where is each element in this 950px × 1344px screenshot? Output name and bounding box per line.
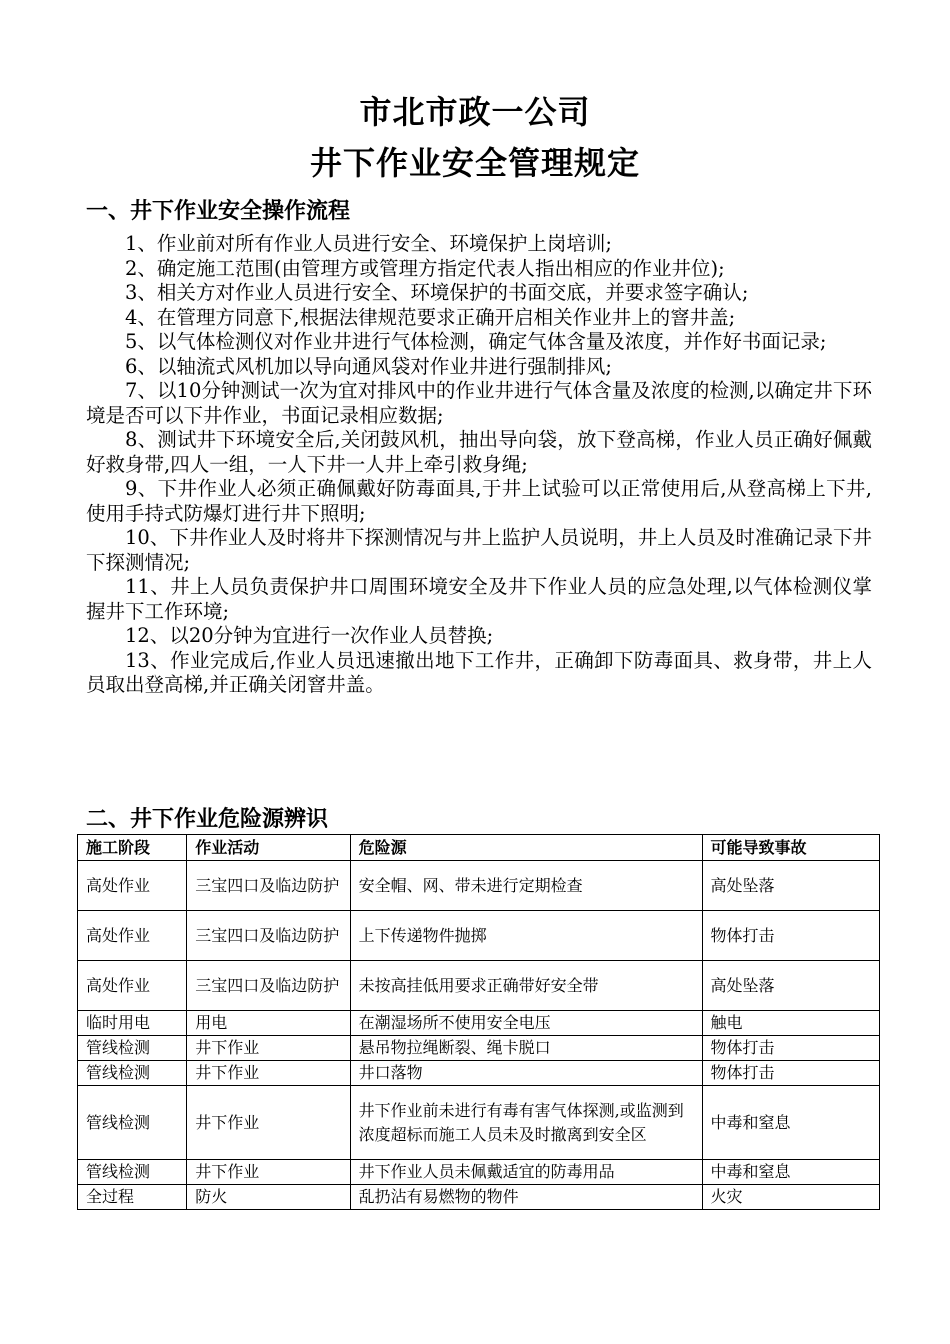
hazard-table — [77, 834, 880, 1210]
table-row — [78, 911, 880, 961]
table-cell: 在潮湿场所不使用安全电压 — [350, 1011, 702, 1036]
table-cell: 高处作业 — [78, 861, 187, 911]
table-cell: 火灾 — [702, 1185, 879, 1210]
table-cell: 井口落物 — [350, 1061, 702, 1086]
table-row — [78, 1036, 880, 1061]
column-header: 施工阶段 — [78, 835, 187, 861]
column-header: 作业活动 — [187, 835, 350, 861]
table-row — [78, 1160, 880, 1185]
document-title: 井下作业安全管理规定 — [309, 144, 640, 182]
procedure-steps — [86, 232, 872, 698]
table-row — [78, 1185, 880, 1210]
section-heading-procedure: 一、井下作业安全操作流程 — [86, 199, 351, 224]
procedure-step: 2、确定施工范围(由管理方或管理方指定代表人指出相应的作业井位); — [125, 256, 725, 280]
table-cell: 高处坠落 — [702, 961, 879, 1011]
table-cell: 未按高挂低用要求正确带好安全带 — [350, 961, 702, 1011]
table-cell: 管线检测 — [78, 1061, 187, 1086]
table-cell: 防火 — [187, 1185, 350, 1210]
procedure-step: 10、下井作业人及时将井下探测情况与井上监护人员说明，井上人员及时准确记录下井下探测情况; — [86, 526, 872, 574]
table-cell: 管线检测 — [78, 1160, 187, 1185]
table-cell: 管线检测 — [78, 1036, 187, 1061]
company-title: 市北市政一公司 — [359, 93, 591, 131]
procedure-step: 11、井上人员负责保护井口周围环境安全及井下作业人员的应急处理,以气体检测仪掌握井下工作环境; — [86, 575, 872, 623]
procedure-step: 12、以20分钟为宜进行一次作业人员替换; — [125, 624, 494, 647]
table-cell: 安全帽、网、带未进行定期检查 — [350, 861, 702, 911]
table-cell: 井下作业 — [187, 1160, 350, 1185]
table-cell: 高处作业 — [78, 961, 187, 1011]
table-cell: 悬吊物拉绳断裂、绳卡脱口 — [350, 1036, 702, 1061]
table-cell: 三宝四口及临边防护 — [187, 861, 350, 911]
procedure-step: 1、作业前对所有作业人员进行安全、环境保护上岗培训; — [125, 232, 612, 255]
table-cell: 全过程 — [78, 1185, 187, 1210]
table-cell: 管线检测 — [78, 1086, 187, 1160]
procedure-step: 6、以轴流式风机加以导向通风袋对作业井进行强制排风; — [125, 354, 612, 378]
procedure-step: 13、作业完成后,作业人员迅速撤出地下工作井，正确卸下防毒面具、救身带，井上人员取出登高梯,并正确关闭窨井盖。 — [86, 648, 872, 696]
section-heading-hazards: 二、井下作业危险源辨识 — [86, 807, 329, 832]
table-row — [78, 861, 880, 911]
procedure-step: 8、测试井下环境安全后,关闭鼓风机，抽出导向袋，放下登高梯，作业人员正确好佩戴好救身带,四人一组，一人下井一人井上牵引救身绳; — [86, 428, 872, 476]
table-cell: 三宝四口及临边防护 — [187, 961, 350, 1011]
table-cell: 高处坠落 — [702, 861, 879, 911]
table-cell: 临时用电 — [78, 1011, 187, 1036]
table-cell: 三宝四口及临边防护 — [187, 911, 350, 961]
table-row — [78, 1086, 880, 1160]
table-cell: 中毒和窒息 — [702, 1086, 879, 1160]
table-cell: 井下作业 — [187, 1036, 350, 1061]
table-cell: 触电 — [702, 1011, 879, 1036]
table-cell: 上下传递物件抛掷 — [350, 911, 702, 961]
table-cell: 物体打击 — [702, 911, 879, 961]
table-cell: 用电 — [187, 1011, 350, 1036]
table-cell: 井下作业前未进行有毒有害气体探测,或监测到浓度超标而施工人员未及时撤离到安全区 — [350, 1086, 702, 1160]
procedure-step: 3、相关方对作业人员进行安全、环境保护的书面交底，并要求签字确认; — [125, 281, 749, 304]
table-cell: 物体打击 — [702, 1036, 879, 1061]
table-cell: 井下作业 — [187, 1061, 350, 1086]
table-row — [78, 1011, 880, 1036]
procedure-step: 5、以气体检测仪对作业井进行气体检测，确定气体含量及浓度，并作好书面记录; — [125, 330, 827, 353]
column-header: 可能导致事故 — [702, 835, 879, 861]
procedure-step: 4、在管理方同意下,根据法律规范要求正确开启相关作业井上的窨井盖; — [125, 305, 736, 329]
table-row — [78, 961, 880, 1011]
table-cell: 井下作业 — [187, 1086, 350, 1160]
column-header: 危险源 — [350, 835, 702, 861]
table-cell: 高处作业 — [78, 911, 187, 961]
table-cell: 井下作业人员未佩戴适宜的防毒用品 — [350, 1160, 702, 1185]
procedure-step: 9、下井作业人必须正确佩戴好防毒面具,于井上试验可以正常使用后,从登高梯上下井,使用手持式防爆灯进行井下照明; — [86, 477, 872, 525]
table-cell: 中毒和窒息 — [702, 1160, 879, 1185]
table-header-row — [78, 835, 880, 861]
table-cell: 物体打击 — [702, 1061, 879, 1086]
procedure-step: 7、以10分钟测试一次为宜对排风中的作业井进行气体含量及浓度的检测,以确定井下环境是否可以下井作业，书面记录相应数据; — [86, 379, 872, 427]
table-cell: 乱扔沾有易燃物的物件 — [350, 1185, 702, 1210]
table-row — [78, 1061, 880, 1086]
